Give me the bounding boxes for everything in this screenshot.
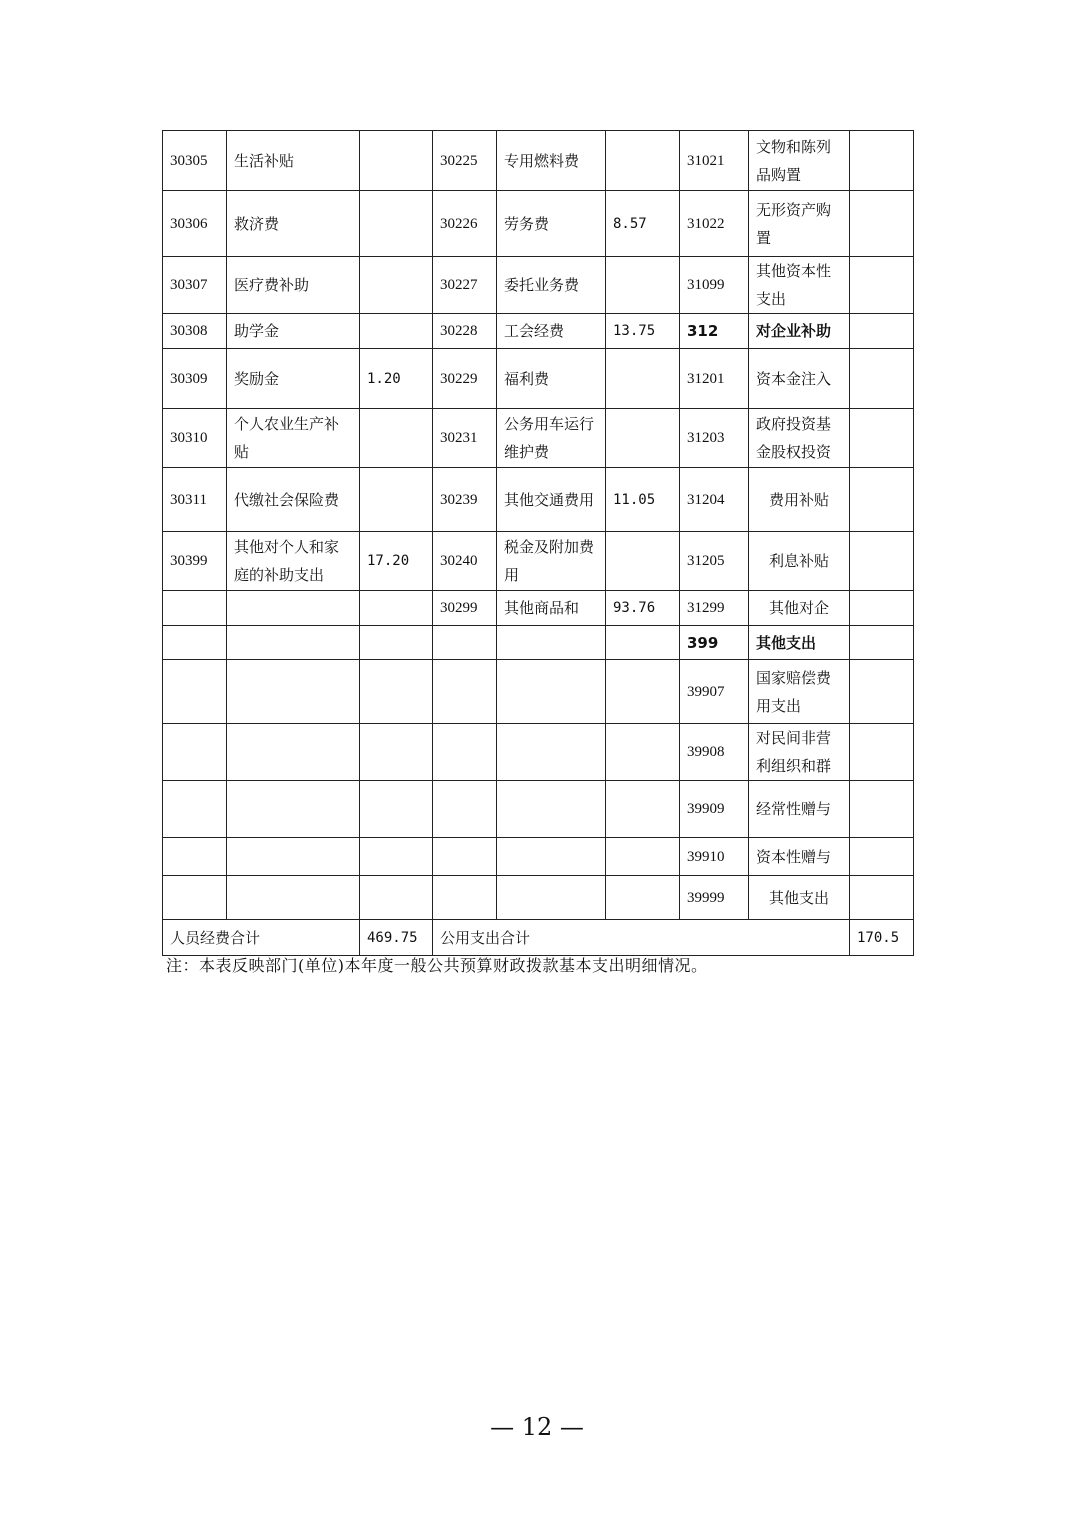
code-cell: 30225 (433, 131, 497, 191)
table-row (163, 257, 914, 314)
item-name-cell: 公务用车运行维护费 (497, 409, 606, 468)
item-name-cell: 委托业务费 (497, 257, 606, 314)
amount-cell (606, 781, 680, 838)
code-cell: 39908 (680, 724, 749, 781)
amount-cell (360, 409, 433, 468)
amount-cell: 11.05 (606, 468, 680, 532)
item-name-cell: 生活补贴 (227, 131, 360, 191)
table-row (163, 349, 914, 409)
item-name-cell (227, 724, 360, 781)
item-name-cell: 对民间非营利组织和群 (749, 724, 850, 781)
amount-cell: 8.57 (606, 191, 680, 257)
item-name-cell: 税金及附加费用 (497, 532, 606, 591)
item-name-cell (227, 591, 360, 626)
code-cell: 30229 (433, 349, 497, 409)
code-cell: 30306 (163, 191, 227, 257)
amount-cell (606, 626, 680, 660)
item-name-cell: 专用燃料费 (497, 131, 606, 191)
amount-cell (360, 314, 433, 349)
code-cell: 31204 (680, 468, 749, 532)
item-name-cell: 医疗费补助 (227, 257, 360, 314)
code-cell (433, 838, 497, 876)
code-cell (163, 781, 227, 838)
amount-cell: 13.75 (606, 314, 680, 349)
item-name-cell: 代缴社会保险费 (227, 468, 360, 532)
item-name-cell (497, 781, 606, 838)
amount-cell (850, 191, 914, 257)
item-name-cell: 其他对个人和家庭的补助支出 (227, 532, 360, 591)
amount-cell (606, 724, 680, 781)
item-name-cell: 工会经费 (497, 314, 606, 349)
code-cell (433, 724, 497, 781)
code-cell: 31205 (680, 532, 749, 591)
amount-cell (360, 591, 433, 626)
amount-cell (850, 591, 914, 626)
amount-cell (360, 781, 433, 838)
code-cell (433, 876, 497, 920)
amount-cell (850, 724, 914, 781)
personnel-total-label: 人员经费合计 (163, 920, 360, 956)
amount-cell (850, 838, 914, 876)
amount-cell (360, 724, 433, 781)
code-cell: 30307 (163, 257, 227, 314)
code-cell (433, 660, 497, 724)
amount-cell (850, 532, 914, 591)
table-row (163, 838, 914, 876)
budget-detail-table (162, 130, 914, 956)
public-total-label: 公用支出合计 (433, 920, 850, 956)
amount-cell (360, 468, 433, 532)
code-cell: 30239 (433, 468, 497, 532)
amount-cell: 17.20 (360, 532, 433, 591)
table-row (163, 409, 914, 468)
item-name-cell: 其他交通费用 (497, 468, 606, 532)
amount-cell (360, 191, 433, 257)
amount-cell (606, 532, 680, 591)
item-name-cell: 资本金注入 (749, 349, 850, 409)
item-name-cell (497, 626, 606, 660)
category-name-cell: 其他支出 (749, 626, 850, 660)
item-name-cell: 助学金 (227, 314, 360, 349)
code-cell: 30299 (433, 591, 497, 626)
table-row (163, 131, 914, 191)
code-cell: 30226 (433, 191, 497, 257)
code-cell (163, 724, 227, 781)
item-name-cell (497, 838, 606, 876)
code-cell: 39909 (680, 781, 749, 838)
item-name-cell (497, 876, 606, 920)
item-name-cell: 福利费 (497, 349, 606, 409)
item-name-cell: 资本性赠与 (749, 838, 850, 876)
amount-cell (360, 626, 433, 660)
amount-cell (850, 314, 914, 349)
amount-cell (850, 781, 914, 838)
code-cell (163, 591, 227, 626)
item-name-cell (227, 781, 360, 838)
table-row (163, 468, 914, 532)
category-name-cell: 对企业补助 (749, 314, 850, 349)
code-cell: 30311 (163, 468, 227, 532)
amount-cell: 1.20 (360, 349, 433, 409)
personnel-total-value: 469.75 (360, 920, 433, 956)
table-row (163, 314, 914, 349)
item-name-cell: 救济费 (227, 191, 360, 257)
amount-cell (606, 131, 680, 191)
item-name-cell (227, 838, 360, 876)
amount-cell (850, 409, 914, 468)
page-number: — 12 — (490, 1413, 584, 1441)
item-name-cell: 经常性赠与 (749, 781, 850, 838)
table-row (163, 591, 914, 626)
item-name-cell (227, 876, 360, 920)
item-name-cell: 费用补贴 (749, 468, 850, 532)
table-note: 注：本表反映部门(单位)本年度一般公共预算财政拨款基本支出明细情况。 (166, 956, 708, 974)
code-cell (433, 781, 497, 838)
table-row (163, 724, 914, 781)
code-cell: 30399 (163, 532, 227, 591)
item-name-cell: 文物和陈列品购置 (749, 131, 850, 191)
amount-cell (850, 349, 914, 409)
code-cell (163, 626, 227, 660)
amount-cell (606, 349, 680, 409)
item-name-cell: 个人农业生产补贴 (227, 409, 360, 468)
table-row (163, 660, 914, 724)
code-cell: 31201 (680, 349, 749, 409)
code-cell: 31022 (680, 191, 749, 257)
code-cell: 31203 (680, 409, 749, 468)
public-total-value: 170.5 (850, 920, 914, 956)
amount-cell (850, 626, 914, 660)
code-cell: 31299 (680, 591, 749, 626)
item-name-cell: 劳务费 (497, 191, 606, 257)
amount-cell (606, 660, 680, 724)
table-row (163, 191, 914, 257)
code-cell: 39910 (680, 838, 749, 876)
item-name-cell: 利息补贴 (749, 532, 850, 591)
amount-cell (606, 838, 680, 876)
code-cell: 30309 (163, 349, 227, 409)
amount-cell (360, 838, 433, 876)
item-name-cell: 奖励金 (227, 349, 360, 409)
code-cell: 30310 (163, 409, 227, 468)
code-cell (163, 876, 227, 920)
amount-cell (606, 876, 680, 920)
code-cell: 30228 (433, 314, 497, 349)
item-name-cell: 国家赔偿费用支出 (749, 660, 850, 724)
amount-cell (850, 131, 914, 191)
code-cell: 30240 (433, 532, 497, 591)
item-name-cell: 其他资本性支出 (749, 257, 850, 314)
code-cell: 30305 (163, 131, 227, 191)
item-name-cell (227, 660, 360, 724)
amount-cell (850, 468, 914, 532)
amount-cell (606, 257, 680, 314)
amount-cell (360, 876, 433, 920)
total-row (163, 920, 914, 956)
table-row (163, 781, 914, 838)
code-cell: 30308 (163, 314, 227, 349)
item-name-cell (497, 660, 606, 724)
amount-cell (850, 876, 914, 920)
amount-cell (850, 660, 914, 724)
item-name-cell: 无形资产购置 (749, 191, 850, 257)
item-name-cell: 其他对企 (749, 591, 850, 626)
amount-cell (360, 257, 433, 314)
amount-cell (360, 660, 433, 724)
table-row (163, 626, 914, 660)
item-name-cell: 其他支出 (749, 876, 850, 920)
table-row (163, 532, 914, 591)
code-cell: 31099 (680, 257, 749, 314)
item-name-cell (497, 724, 606, 781)
code-cell: 39999 (680, 876, 749, 920)
amount-cell (360, 131, 433, 191)
code-cell: 30227 (433, 257, 497, 314)
item-name-cell: 其他商品和 (497, 591, 606, 626)
amount-cell: 93.76 (606, 591, 680, 626)
amount-cell (850, 257, 914, 314)
category-code-cell: 399 (680, 626, 749, 660)
table-row (163, 876, 914, 920)
item-name-cell (227, 626, 360, 660)
code-cell: 31021 (680, 131, 749, 191)
item-name-cell: 政府投资基金股权投资 (749, 409, 850, 468)
code-cell: 30231 (433, 409, 497, 468)
code-cell (433, 626, 497, 660)
code-cell: 39907 (680, 660, 749, 724)
amount-cell (606, 409, 680, 468)
code-cell (163, 660, 227, 724)
code-cell (163, 838, 227, 876)
category-code-cell: 312 (680, 314, 749, 349)
